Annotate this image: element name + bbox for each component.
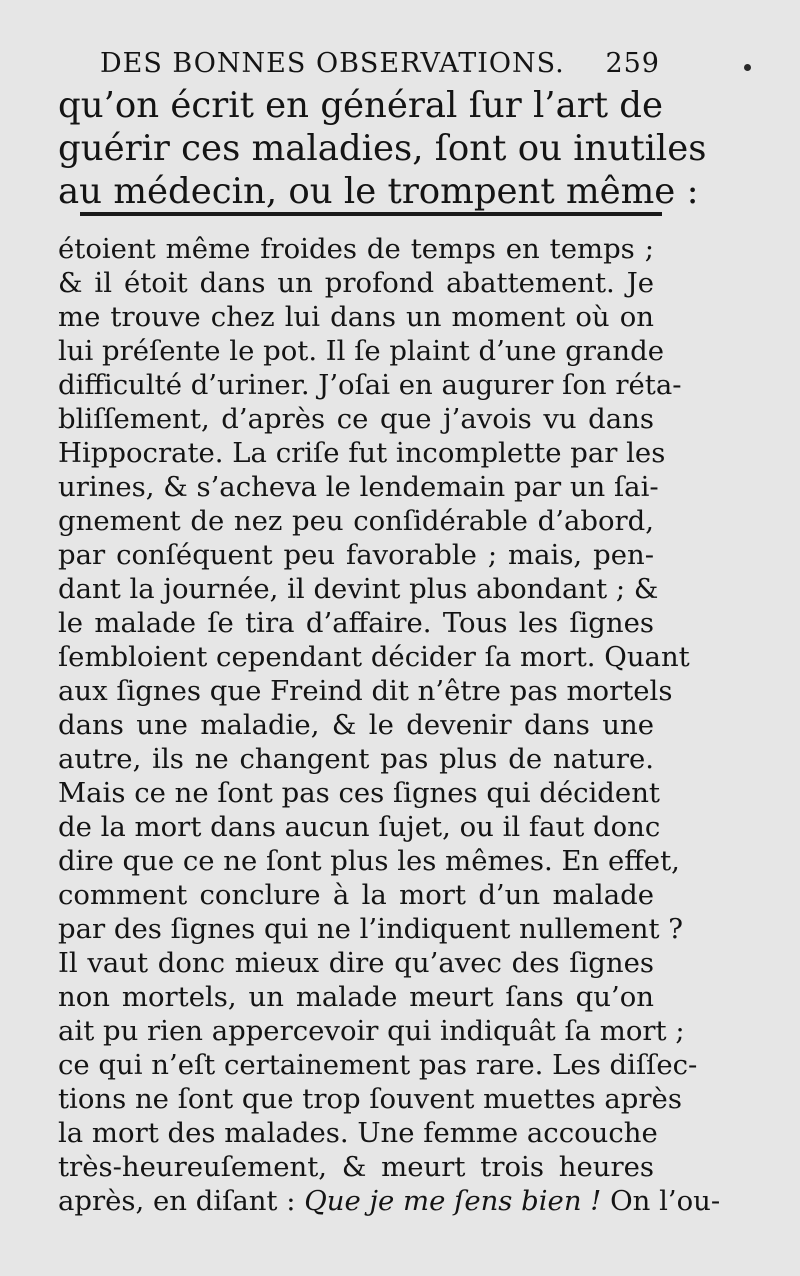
header-line: au médecin, ou le trompent même :	[58, 171, 699, 212]
body-line: étoient même froides de temps en temps ;	[58, 233, 654, 265]
body-line: très-heureuſement, & meurt trois heures	[58, 1151, 654, 1183]
body-line: & il étoit dans un profond abattement. Je	[58, 267, 654, 299]
body-line: urines, & s’acheva le lendemain par un ſai-	[58, 471, 659, 503]
page-number: 259	[605, 48, 660, 79]
body-line: tions ne ſont que trop ſouvent muettes après	[58, 1083, 682, 1115]
running-head	[100, 48, 660, 79]
body-text-block	[58, 232, 721, 1218]
body-line: ſembloient cependant décider ſa mort. Quant	[58, 641, 690, 673]
body-line: Mais ce ne ſont pas ces ſignes qui décident	[58, 777, 660, 809]
body-line: ait pu rien appercevoir qui indiquât ſa mort ;	[58, 1015, 685, 1047]
body-line: par des ſignes qui ne l’indiquent nullement ?	[58, 913, 684, 945]
body-line: aux ſignes que Freind dit n’être pas mortels	[58, 675, 673, 707]
header-text-block	[58, 84, 707, 213]
body-line: difficulté d’uriner. J’oſai en augurer ſon réta-	[58, 369, 682, 401]
body-line-last	[58, 1184, 721, 1218]
body-line: ce qui n’eſt certainement pas rare. Les diſſec-	[58, 1049, 698, 1081]
body-line: par conſéquent peu favorable ; mais, pen-	[58, 539, 654, 571]
body-line: Hippocrate. La criſe fut incomplette par les	[58, 437, 666, 469]
body-line: autre, ils ne changent pas plus de nature.	[58, 743, 654, 775]
header-line: guérir ces maladies, ſont ou inutiles	[58, 128, 707, 169]
body-line: non mortels, un malade meurt ſans qu’on	[58, 981, 654, 1013]
body-line: gnement de nez peu conſidérable d’abord,	[58, 505, 654, 537]
body-line: comment conclure à la mort d’un malade	[58, 879, 654, 911]
body-line: me trouve chez lui dans un moment où on	[58, 301, 654, 333]
body-line: dant la journée, il devint plus abondant ; &	[58, 573, 659, 605]
body-line: bliſſement, d’après ce que j’avois vu dans	[58, 403, 654, 435]
body-line: lui préſente le pot. Il ſe plaint d’une grande	[58, 335, 665, 367]
ink-speck	[744, 64, 751, 71]
quoted-speech: Que je me ſens bien !	[304, 1185, 602, 1217]
header-rule	[80, 212, 662, 216]
body-line: le malade ſe tira d’affaire. Tous les ſignes	[58, 607, 654, 639]
last-line-start: après, en diſant :	[58, 1185, 305, 1217]
body-line: dans une maladie, & le devenir dans une	[58, 709, 654, 741]
running-head-title: DES BONNES OBSERVATIONS.	[100, 48, 565, 79]
last-line-end: On l’ou-	[601, 1185, 721, 1217]
body-line: dire que ce ne ſont plus les mêmes. En effet,	[58, 845, 680, 877]
header-line: qu’on écrit en général ſur l’art de	[58, 85, 664, 126]
body-line: de la mort dans aucun ſujet, ou il faut donc	[58, 811, 661, 843]
body-line: la mort des malades. Une femme accouche	[58, 1117, 658, 1149]
body-line: Il vaut donc mieux dire qu’avec des ſignes	[58, 947, 654, 979]
